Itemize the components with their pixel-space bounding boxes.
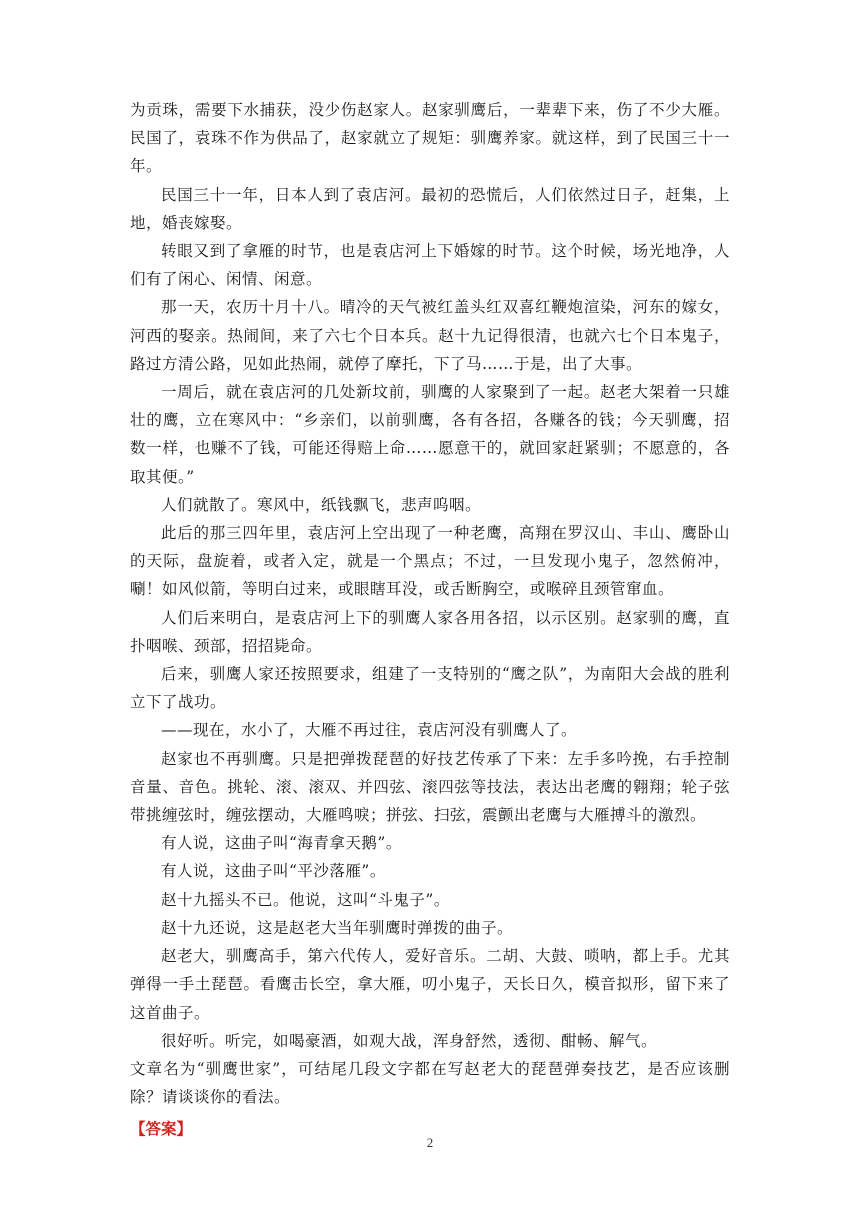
paragraph-14: 赵十九摇头不已。他说，这叫“斗鬼子”。 bbox=[161, 890, 450, 909]
paragraph-17: 很好听。听完，如喝豪酒，如观大战，浑身舒然，透彻、酣畅、解气。 bbox=[161, 1031, 658, 1050]
paragraph-15: 赵十九还说，这是赵老大当年驯鹰时弹拨的曲子。 bbox=[161, 918, 514, 937]
paragraph-1: 为贡珠，需要下水捕获，没少伤赵家人。赵家驯鹰后，一辈辈下来，伤了不少大雁。民国了，袁珠不作为供品了，赵家就立了规矩：驯鹰养家。就这样，到了民国三十一年。 bbox=[130, 101, 730, 176]
paragraph-4: 那一天，农历十月十八。晴冷的天气被红盖头红双喜红鞭炮渲染，河东的嫁女，河西的娶亲。热闹间，来了六七个日本兵。赵十九记得很清，也就六七个日本鬼子，路过方清公路，见如此热闹，就停了摩托，下了马……于是，出了大事。 bbox=[130, 298, 730, 373]
paragraph-9: 后来，驯鹰人家还按照要求，组建了一支特别的“鹰之队”，为南阳大会战的胜利立下了战功。 bbox=[130, 665, 730, 712]
question-text: 文章名为“驯鹰世家”，可结尾几段文字都在写赵老大的琵琶弹奏技艺，是否应该删除？请谈谈你的看法。 bbox=[130, 1059, 730, 1107]
document-page bbox=[130, 96, 730, 1144]
answer-label: 【答案】 bbox=[130, 1119, 193, 1139]
paragraph-10: ——现在，水小了，大雁不再过往，袁店河没有驯鹰人了。 bbox=[161, 721, 578, 740]
paragraph-16: 赵老大，驯鹰高手，第六代传人，爱好音乐。二胡、大鼓、唢呐，都上手。尤其弹得一手土琵琶。看鹰击长空，拿大雁，叨小鬼子，天长日久，模音拟形，留下来了这首曲子。 bbox=[130, 947, 730, 1022]
paragraph-5: 一周后，就在袁店河的几处新坟前，驯鹰的人家聚到了一起。赵老大架着一只雄壮的鹰，立在寒风中：“乡亲们，以前驯鹰，各有各招，各赚各的钱；今天驯鹰，招数一样，也赚不了钱，可能还得赔上命……愿意干的，就回家赶紧驯；不愿意的，各取其便。” bbox=[130, 383, 730, 486]
paragraph-7: 此后的那三四年里，袁店河上空出现了一种老鹰，高翔在罗汉山、丰山、鹰卧山的天际，盘旋着，或者入定，就是一个黑点；不过，一旦发现小鬼子，忽然俯冲，唰！如风似箭，等明白过来，或眼瞎耳没，或舌断胸空，或喉碎且颈管窜血。 bbox=[130, 524, 730, 599]
paragraph-3: 转眼又到了拿雁的时节，也是袁店河上下婚嫁的时节。这个时候，场光地净，人们有了闲心、闲情、闲意。 bbox=[130, 242, 730, 289]
paragraph-2: 民国三十一年，日本人到了袁店河。最初的恐慌后，人们依然过日子，赶集，上地，婚丧嫁娶。 bbox=[130, 185, 730, 232]
paragraph-13: 有人说，这曲子叫“平沙落雁”。 bbox=[161, 862, 386, 881]
paragraph-11: 赵家也不再驯鹰。只是把弹拨琵琶的好技艺传承了下来：左手多吟挽，右手控制音量、音色。挑轮、滚、滚双、并四弦、滚四弦等技法，表达出老鹰的翱翔；轮子弦带挑缠弦时，缠弦摆动，大雁鸣唳；拼弦、扫弦，震颤出老鹰与大雁搏斗的激烈。 bbox=[130, 749, 730, 825]
paragraph-6: 人们就散了。寒风中，纸钱飘飞，悲声呜咽。 bbox=[161, 495, 482, 514]
page-number: 2 bbox=[426, 1135, 434, 1150]
paragraph-12: 有人说，这曲子叫“海青拿天鹅”。 bbox=[161, 834, 402, 853]
paragraph-8: 人们后来明白，是袁店河上下的驯鹰人家各用各招，以示区别。赵家驯的鹰，直扑咽喉、颈部，招招毙命。 bbox=[130, 608, 730, 655]
